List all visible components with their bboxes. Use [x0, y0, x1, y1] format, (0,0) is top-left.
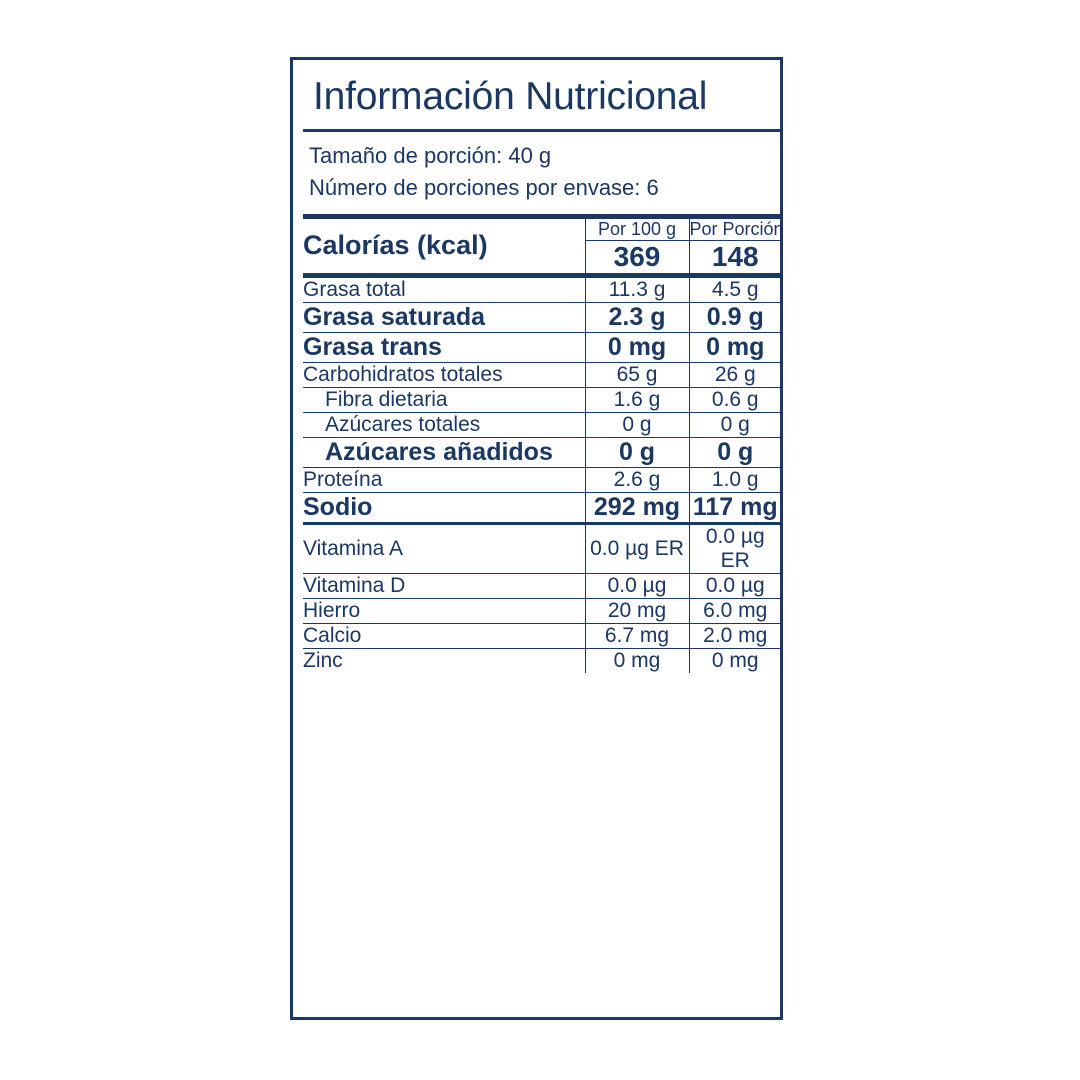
nutrient-per-100g: 292 mg	[585, 492, 689, 523]
nutrient-per-serving: 0 mg	[689, 648, 781, 673]
table-row	[303, 648, 781, 673]
nutrient-label: Sodio	[303, 492, 585, 523]
nutrient-per-serving: 0.0 µg ER	[689, 523, 781, 573]
nutrient-label: Vitamina A	[303, 523, 585, 573]
nutrient-per-100g: 0 mg	[585, 648, 689, 673]
nutrient-label: Zinc	[303, 648, 585, 673]
serving-info	[303, 132, 781, 219]
calories-header-row	[303, 219, 781, 241]
nutrient-per-serving: 117 mg	[689, 492, 781, 523]
nutrient-per-100g: 0.0 µg ER	[585, 523, 689, 573]
nutrient-per-100g: 0.0 µg	[585, 573, 689, 598]
nutrient-per-serving: 0 g	[689, 412, 781, 437]
nutrient-per-serving: 6.0 mg	[689, 598, 781, 623]
page-title: Información Nutricional	[303, 66, 781, 132]
nutrition-facts-panel	[290, 57, 783, 1020]
calories-per-serving: 148	[689, 240, 781, 275]
nutrient-per-100g: 2.3 g	[585, 302, 689, 332]
table-row	[303, 275, 781, 302]
table-row	[303, 573, 781, 598]
nutrient-per-serving: 0.0 µg	[689, 573, 781, 598]
nutrient-per-serving: 1.0 g	[689, 467, 781, 492]
nutrient-per-serving: 0.9 g	[689, 302, 781, 332]
column-header-per-100g: Por 100 g	[585, 219, 689, 241]
table-row	[303, 623, 781, 648]
table-row	[303, 387, 781, 412]
servings-per-container: Número de porciones por envase: 6	[309, 174, 659, 200]
table-row	[303, 362, 781, 387]
calories-per-100g: 369	[585, 240, 689, 275]
nutrient-per-serving: 4.5 g	[689, 275, 781, 302]
table-row	[303, 523, 781, 573]
nutrient-label: Carbohidratos totales	[303, 362, 585, 387]
nutrient-per-100g: 0 g	[585, 412, 689, 437]
table-row	[303, 332, 781, 362]
nutrient-per-100g: 20 mg	[585, 598, 689, 623]
nutrient-label: Grasa trans	[303, 332, 585, 362]
nutrient-label: Grasa total	[303, 275, 585, 302]
nutrient-per-100g: 6.7 mg	[585, 623, 689, 648]
nutrient-per-100g: 1.6 g	[585, 387, 689, 412]
nutrient-label: Azúcares totales	[303, 412, 585, 437]
table-row	[303, 492, 781, 523]
nutrient-per-serving: 26 g	[689, 362, 781, 387]
nutrient-label: Calcio	[303, 623, 585, 648]
nutrient-label: Fibra dietaria	[303, 387, 585, 412]
nutrient-per-serving: 0.6 g	[689, 387, 781, 412]
table-row	[303, 412, 781, 437]
nutrition-table	[303, 218, 784, 673]
serving-size: Tamaño de porción: 40 g	[309, 142, 552, 168]
nutrient-per-100g: 65 g	[585, 362, 689, 387]
nutrient-per-100g: 2.6 g	[585, 467, 689, 492]
nutrient-per-100g: 0 mg	[585, 332, 689, 362]
nutrient-label: Proteína	[303, 467, 585, 492]
nutrition-facts-content	[303, 66, 784, 673]
nutrient-label: Vitamina D	[303, 573, 585, 598]
calories-label: Calorías (kcal)	[303, 230, 488, 261]
table-row	[303, 467, 781, 492]
column-header-per-serving: Por Porción	[689, 218, 784, 239]
nutrient-per-serving: 2.0 mg	[689, 623, 781, 648]
nutrient-label: Hierro	[303, 598, 585, 623]
nutrient-per-serving: 0 g	[689, 437, 781, 467]
nutrient-label: Azúcares añadidos	[303, 437, 585, 467]
nutrient-per-100g: 11.3 g	[585, 275, 689, 302]
table-row	[303, 437, 781, 467]
nutrient-per-100g: 0 g	[585, 437, 689, 467]
nutrient-label: Grasa saturada	[303, 302, 585, 332]
nutrient-per-serving: 0 mg	[689, 332, 781, 362]
table-row	[303, 598, 781, 623]
table-row	[303, 302, 781, 332]
